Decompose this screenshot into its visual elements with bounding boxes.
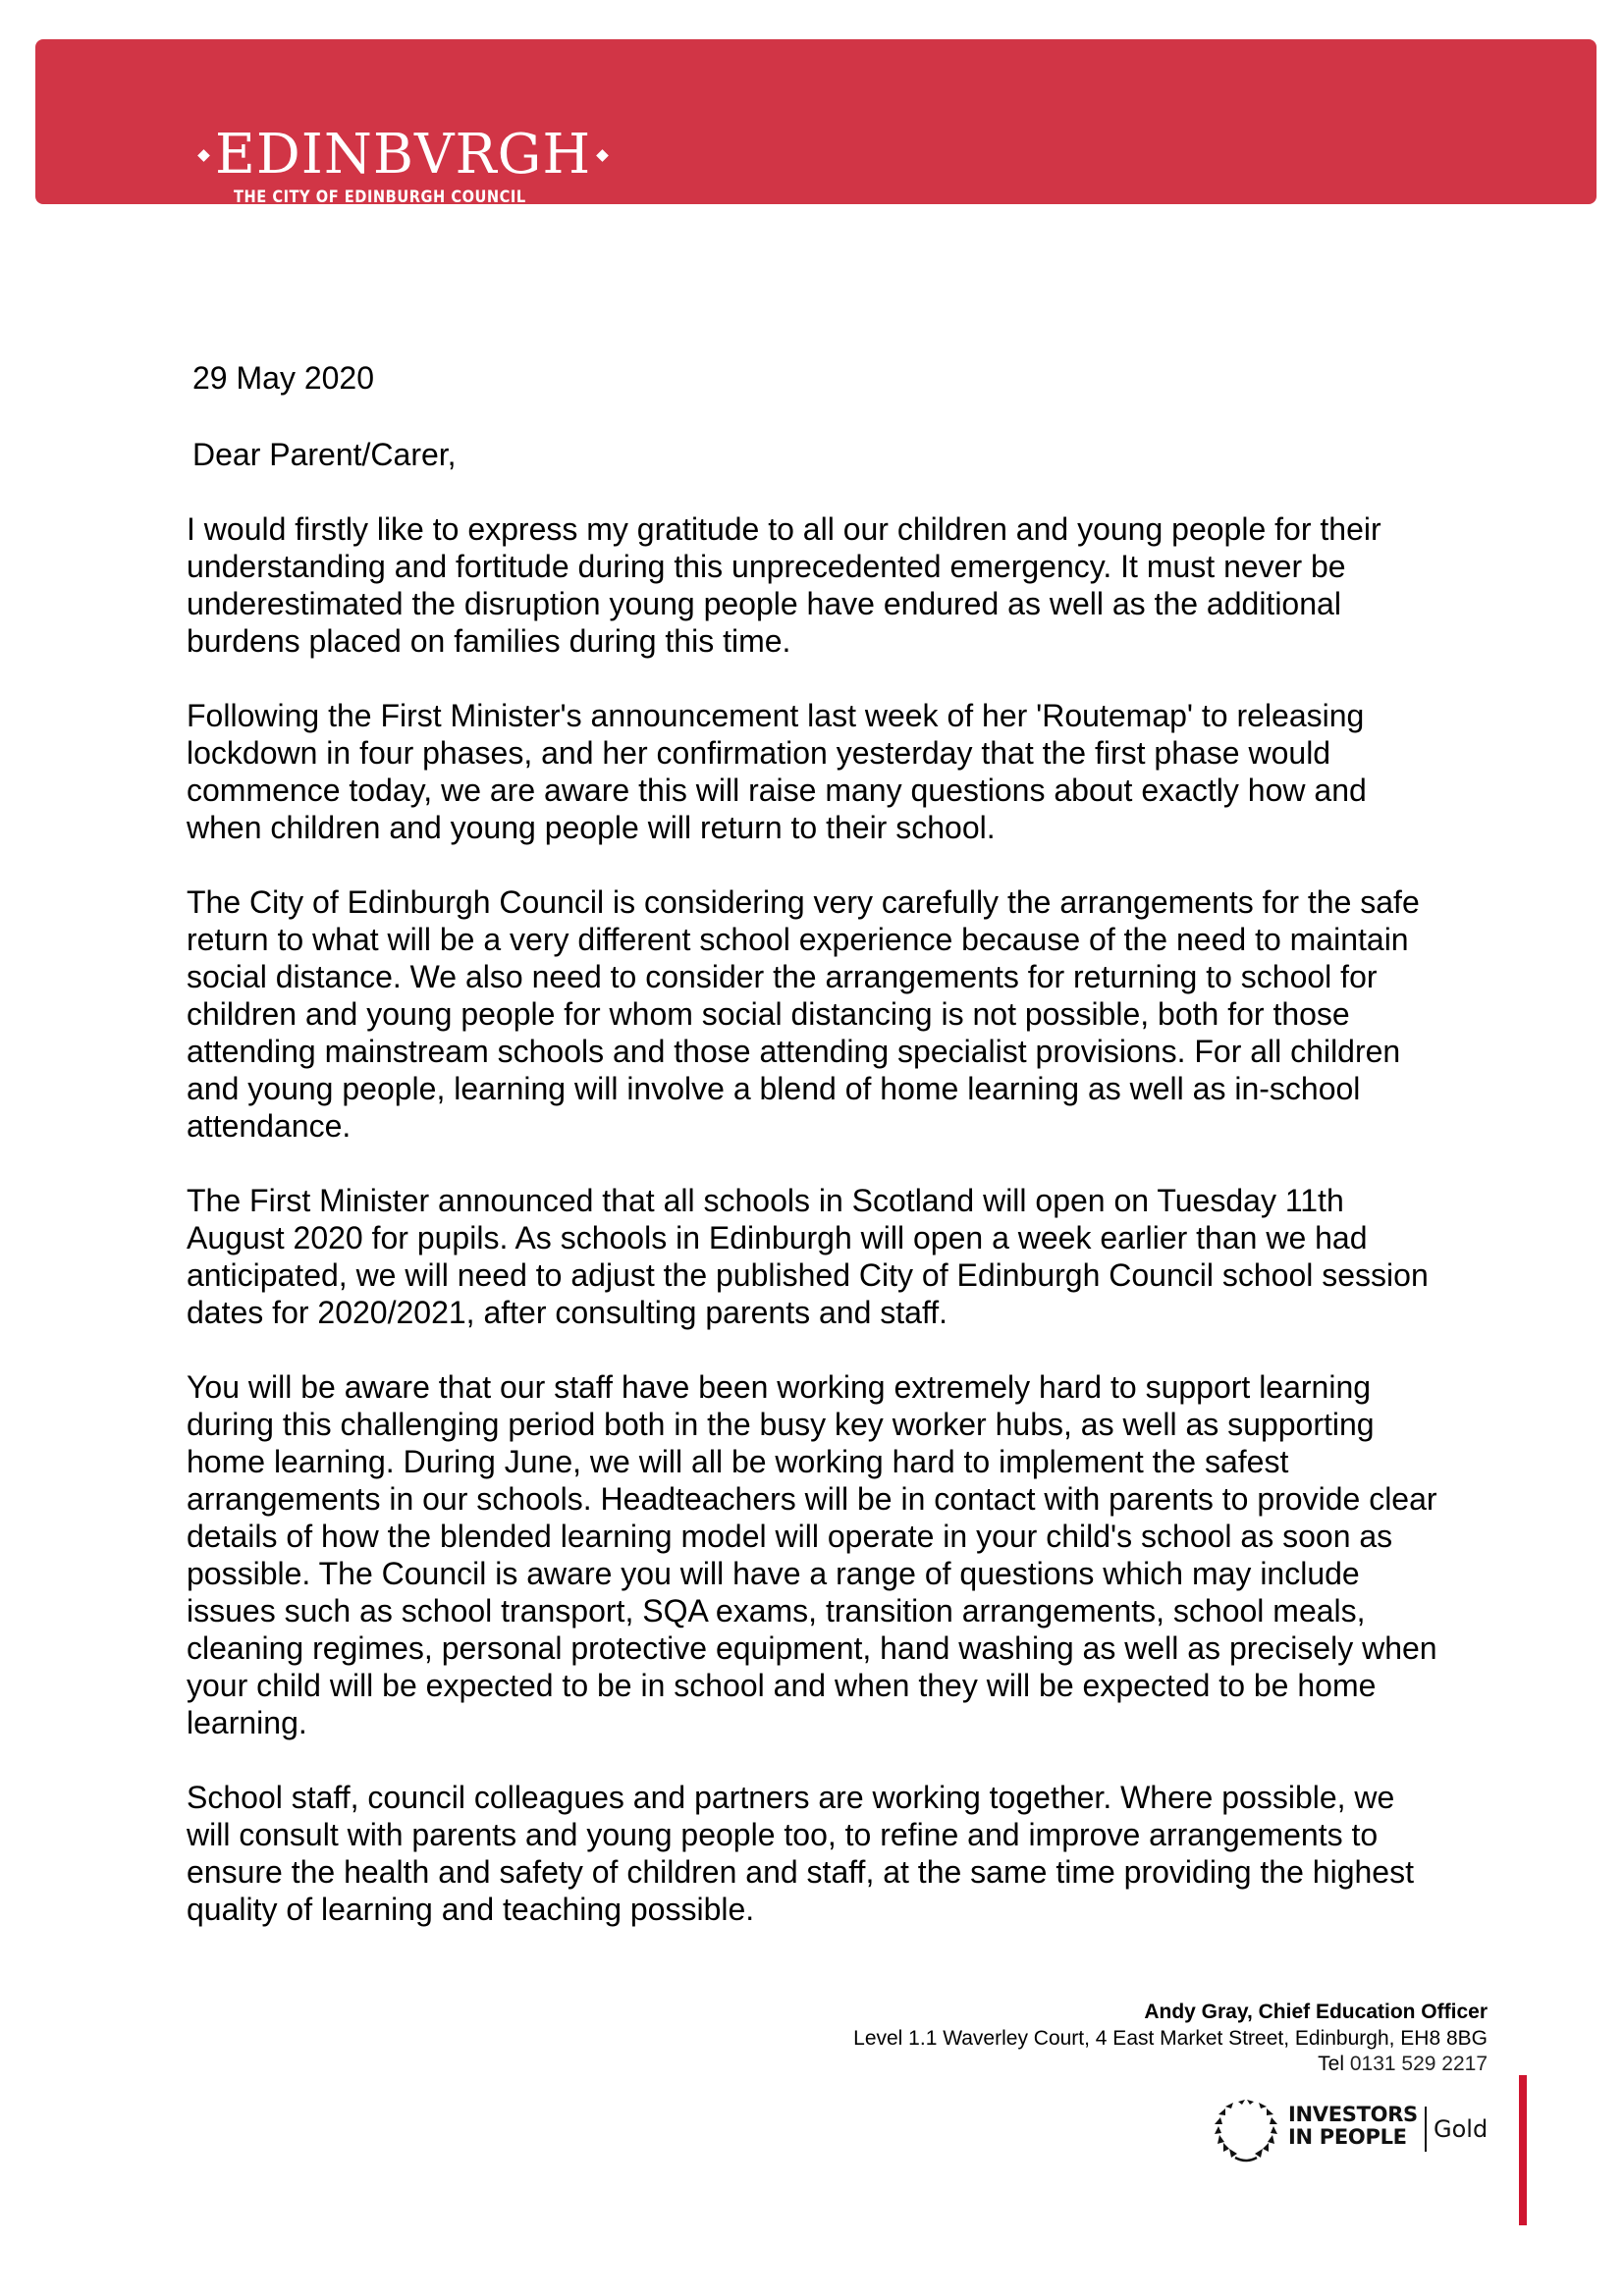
paragraph [187,1182,1437,1331]
laurel-wreath-icon [1212,2099,1280,2163]
iip-line1: INVESTORS [1288,2103,1418,2126]
text-line: during this challenging period both in the busy key worker hubs, as well as supporting [187,1407,1375,1442]
footer-contact [853,2000,1488,2078]
logo-wordmark [192,123,614,187]
paragraph [187,1779,1437,1928]
text-line: dates for 2020/2021, after consulting parents and staff. [187,1295,948,1330]
iip-wordmark [1288,2104,1418,2149]
text-line: quality of learning and teaching possible. [187,1892,755,1927]
text-line: children and young people for whom social distancing is not possible, both for those [187,996,1350,1032]
text-line: possible. The Council is aware you will have a range of questions which may include [187,1556,1360,1591]
text-line: home learning. During June, we will all be working hard to implement the safest [187,1444,1289,1479]
text-line: details of how the blended learning model will operate in your child's school as soon as [187,1519,1393,1554]
letter-body [187,510,1437,1965]
text-line: return to what will be a very different school experience because of the need to maintain [187,922,1409,957]
paragraph [187,1368,1437,1741]
text-line: social distance. We also need to consider the arrangements for returning to school for [187,959,1378,994]
red-accent-bar [1519,2075,1527,2225]
text-line: and young people, learning will involve a blend of home learning as well as in-school [187,1071,1361,1106]
text-line: underestimated the disruption young people have endured as well as the additional [187,586,1341,621]
header-banner [35,39,1597,207]
text-line: August 2020 for pupils. As schools in Edinburgh will open a week earlier than we had [187,1220,1368,1255]
text-line: when children and young people will return to their school. [187,810,996,845]
text-line: understanding and fortitude during this unprecedented emergency. It must never be [187,549,1346,584]
text-line: issues such as school transport, SQA exams, transition arrangements, school meals, [187,1593,1366,1629]
tel-number: 0131 529 2217 [1349,2053,1488,2075]
iip-divider [1425,2107,1427,2152]
paragraph [187,510,1437,660]
text-line: I would firstly like to express my gratitude to all our children and young people for their [187,511,1381,547]
text-line: commence today, we are aware this will raise many questions about exactly how and [187,773,1367,808]
text-line: cleaning regimes, personal protective equipment, hand washing as well as precisely when [187,1630,1437,1666]
logo-wordmark-text: EDINBVRGH [215,123,592,187]
logo-subtitle: THE CITY OF EDINBURGH COUNCIL [234,187,526,207]
text-line: School staff, council colleagues and partners are working together. Where possible, we [187,1780,1395,1815]
text-line: ensure the health and safety of children and staff, at the same time providing the highest [187,1854,1414,1890]
text-line: will consult with parents and young people too, to refine and improve arrangements to [187,1817,1379,1852]
letter-salutation: Dear Parent/Carer, [192,437,457,472]
text-line: learning. [187,1705,307,1740]
text-line: arrangements in our schools. Headteachers will be in contact with parents to provide clear [187,1481,1437,1517]
footer-address: Level 1.1 Waverley Court, 4 East Market Street, Edinburgh, EH8 8BG [853,2026,1488,2050]
text-line: attendance. [187,1108,352,1144]
paragraph [187,883,1437,1145]
text-line: your child will be expected to be in school and when they will be expected to be home [187,1668,1377,1703]
iip-line2: IN PEOPLE [1288,2125,1407,2149]
letter-date: 29 May 2020 [192,360,375,396]
text-line: The First Minister announced that all schools in Scotland will open on Tuesday 11th [187,1183,1344,1218]
text-line: lockdown in four phases, and her confirmation yesterday that the first phase would [187,735,1331,771]
text-line: The City of Edinburgh Council is considering very carefully the arrangements for the safe [187,884,1420,920]
paragraph [187,697,1437,846]
investors-in-people-logo [1212,2099,1496,2163]
text-line: anticipated, we will need to adjust the published City of Edinburgh Council school session [187,1257,1429,1293]
signatory-name-title: Andy Gray, Chief Education Officer [1144,2001,1488,2023]
iip-level: Gold [1434,2115,1489,2143]
text-line: attending mainstream schools and those attending specialist provisions. For all children [187,1034,1401,1069]
text-line: Following the First Minister's announcement last week of her 'Routemap' to releasing [187,698,1365,733]
footer-telephone [853,2052,1488,2078]
edinburgh-council-logo [192,123,605,214]
diamond-icon [596,149,609,162]
text-line: burdens placed on families during this time. [187,623,791,659]
text-line: You will be aware that our staff have been working extremely hard to support learning [187,1369,1372,1405]
tel-label: Tel [1318,2053,1345,2075]
diamond-icon [197,149,210,162]
